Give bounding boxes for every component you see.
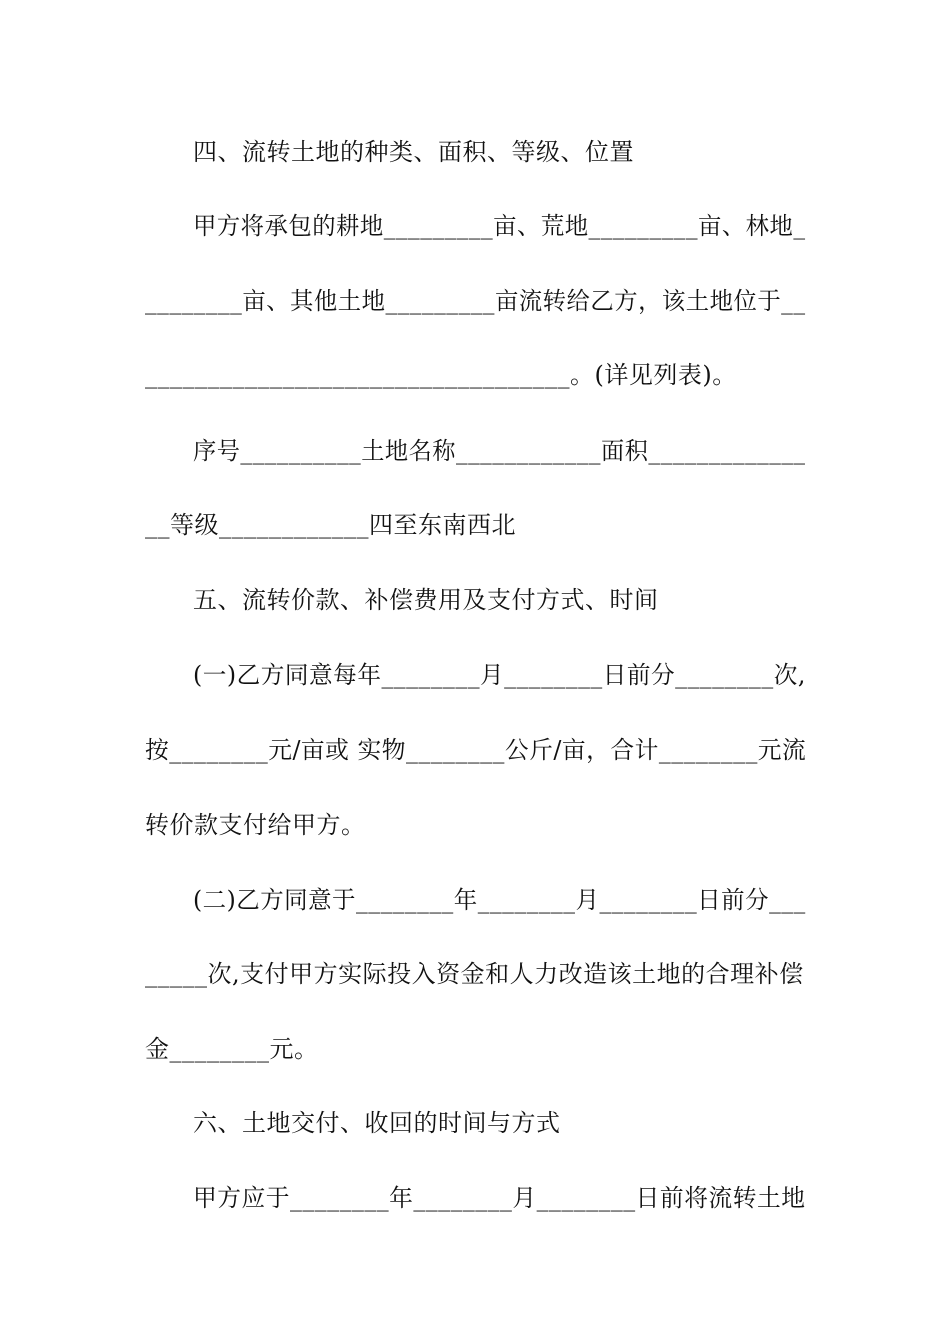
paragraph-line: __等级____________四至东南西北 xyxy=(145,511,516,539)
paragraph-line: 金________元。 xyxy=(145,1035,319,1063)
paragraph-line: 甲方将承包的耕地_________亩、荒地_________亩、林地_ xyxy=(193,212,806,240)
paragraph-line: __________________________________。(详见列表)。 xyxy=(145,361,737,389)
paragraph-line: (二)乙方同意于________年________月________日前分___ xyxy=(193,886,806,914)
section-heading-6: 六、土地交付、收回的时间与方式 xyxy=(193,1109,561,1137)
paragraph-line: 按________元/亩或 实物________公斤/亩，合计________元流 xyxy=(145,736,807,764)
paragraph-line: (一)乙方同意每年________月________日前分________次, xyxy=(193,661,806,689)
paragraph-line: _____次,支付甲方实际投入资金和人力改造该土地的合理补偿 xyxy=(145,960,804,988)
paragraph-line: ________亩、其他土地_________亩流转给乙方，该土地位于__ xyxy=(145,287,806,315)
paragraph-line: 甲方应于________年________月________日前将流转土地 xyxy=(193,1184,806,1212)
section-heading-5: 五、流转价款、补偿费用及支付方式、时间 xyxy=(193,586,659,614)
paragraph-line: 序号__________土地名称____________面积_____________ xyxy=(193,437,806,465)
paragraph-line: 转价款支付给甲方。 xyxy=(145,811,366,839)
section-heading-4: 四、流转土地的种类、面积、等级、位置 xyxy=(193,138,634,166)
